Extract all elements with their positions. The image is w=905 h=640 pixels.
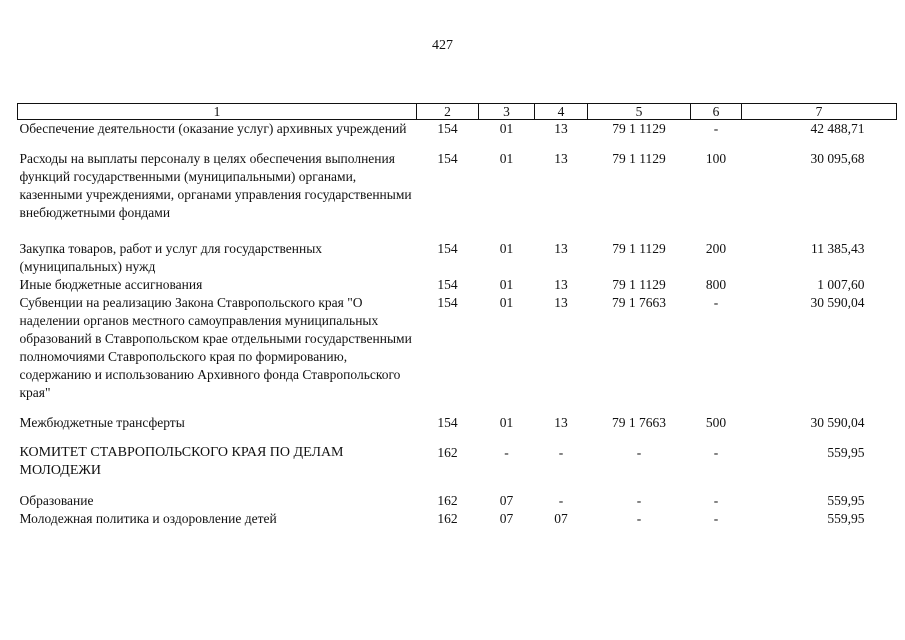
row-amount: 559,95 bbox=[827, 511, 865, 526]
row-amount: 559,95 bbox=[827, 445, 865, 460]
row-name: Межбюджетные трансферты bbox=[19, 415, 185, 430]
header-row bbox=[18, 104, 897, 120]
row-code-5: 79 1 1129 bbox=[612, 151, 666, 166]
table-row bbox=[18, 510, 897, 528]
row-code-2: 154 bbox=[437, 241, 458, 256]
column-header-6: 6 bbox=[691, 104, 742, 120]
row-amount: 11 385,43 bbox=[811, 241, 865, 256]
column-header-7: 7 bbox=[742, 104, 897, 120]
row-code-5: 79 1 1129 bbox=[612, 241, 666, 256]
row-code-5: - bbox=[636, 493, 642, 508]
table-row bbox=[18, 414, 897, 432]
row-code-2: 154 bbox=[437, 415, 458, 430]
row-code-3: 01 bbox=[499, 415, 514, 430]
row-code-4: 13 bbox=[554, 415, 568, 430]
row-code-5: 79 1 7663 bbox=[612, 295, 666, 310]
row-amount: 30 590,04 bbox=[810, 415, 865, 430]
row-code-5: 79 1 7663 bbox=[612, 415, 666, 430]
row-name: Закупка товаров, работ и услуг для государственных (муниципальных) нужд bbox=[19, 241, 323, 274]
row-code-6: - bbox=[713, 511, 719, 526]
row-code-2: 162 bbox=[437, 445, 458, 460]
row-code-4: 13 bbox=[554, 295, 568, 310]
row-code-3: 07 bbox=[499, 511, 514, 526]
row-code-2: 154 bbox=[437, 277, 458, 292]
row-code-5: 79 1 1129 bbox=[612, 277, 666, 292]
row-code-3: 01 bbox=[499, 277, 514, 292]
row-code-4: - bbox=[558, 445, 564, 460]
row-name: Обеспечение деятельности (оказание услуг) архивных учреждений bbox=[19, 121, 407, 136]
table-row bbox=[18, 150, 897, 222]
column-header-1: 1 bbox=[18, 104, 417, 120]
row-amount: 1 007,60 bbox=[817, 277, 865, 292]
row-name: Иные бюджетные ассигнования bbox=[19, 277, 203, 292]
row-name: Образование bbox=[19, 493, 94, 508]
row-code-3: 01 bbox=[499, 241, 514, 256]
row-code-6: 100 bbox=[705, 151, 727, 166]
column-header-4: 4 bbox=[535, 104, 588, 120]
row-code-3: 07 bbox=[499, 493, 514, 508]
row-code-3: - bbox=[504, 445, 509, 460]
table-row bbox=[18, 120, 897, 139]
row-code-6: 800 bbox=[705, 277, 727, 292]
row-code-5: - bbox=[636, 511, 642, 526]
row-name: КОМИТЕТ СТАВРОПОЛЬСКОГО КРАЯ ПО ДЕЛАМ МОЛОДЕЖИ bbox=[19, 445, 344, 478]
table-row bbox=[18, 294, 897, 402]
row-code-2: 154 bbox=[437, 151, 458, 166]
row-code-3: 01 bbox=[499, 295, 514, 310]
row-code-6: 200 bbox=[705, 241, 727, 256]
table-row bbox=[18, 492, 897, 510]
row-code-5: - bbox=[636, 445, 642, 460]
row-code-4: 13 bbox=[554, 277, 568, 292]
row-code-4: 13 bbox=[554, 121, 568, 136]
column-header-3: 3 bbox=[479, 104, 535, 120]
row-name: Субвенции на реализацию Закона Ставропольского края "О наделении органов местного самоуправления муниципальных образований в Ставропольском крае отдельными государственными полномочиями Ставропольского края по формированию, содержанию и использованию Архивного фонда Ставропольского края" bbox=[19, 295, 412, 400]
row-code-4: - bbox=[558, 493, 564, 508]
column-header-5: 5 bbox=[588, 104, 691, 120]
row-amount: 559,95 bbox=[827, 493, 865, 508]
row-code-4: 07 bbox=[554, 511, 568, 526]
row-amount: 42 488,71 bbox=[810, 121, 865, 136]
row-code-6: - bbox=[713, 445, 719, 460]
row-name: Расходы на выплаты персоналу в целях обеспечения выполнения функций государственными (муниципальными) органами, казенными учреждениями, органами управления государственными внебюджетными фондами bbox=[19, 151, 412, 220]
table-row bbox=[18, 240, 897, 276]
budget-table bbox=[17, 103, 897, 528]
row-code-2: 154 bbox=[437, 121, 458, 136]
column-header-2: 2 bbox=[417, 104, 479, 120]
row-code-5: 79 1 1129 bbox=[612, 121, 666, 136]
row-code-6: - bbox=[713, 121, 719, 136]
table-row bbox=[18, 444, 897, 480]
row-code-3: 01 bbox=[499, 151, 514, 166]
row-amount: 30 095,68 bbox=[810, 151, 865, 166]
row-amount: 30 590,04 bbox=[810, 295, 865, 310]
table-row bbox=[18, 276, 897, 294]
row-code-6: - bbox=[713, 493, 719, 508]
row-code-6: - bbox=[713, 295, 719, 310]
row-code-4: 13 bbox=[554, 151, 568, 166]
row-code-6: 500 bbox=[705, 415, 727, 430]
row-code-3: 01 bbox=[499, 121, 514, 136]
row-name: Молодежная политика и оздоровление детей bbox=[19, 511, 277, 526]
page-number: 427 bbox=[432, 38, 453, 53]
row-code-2: 154 bbox=[437, 295, 458, 310]
row-code-2: 162 bbox=[437, 511, 458, 526]
row-code-2: 162 bbox=[437, 493, 458, 508]
row-code-4: 13 bbox=[554, 241, 568, 256]
